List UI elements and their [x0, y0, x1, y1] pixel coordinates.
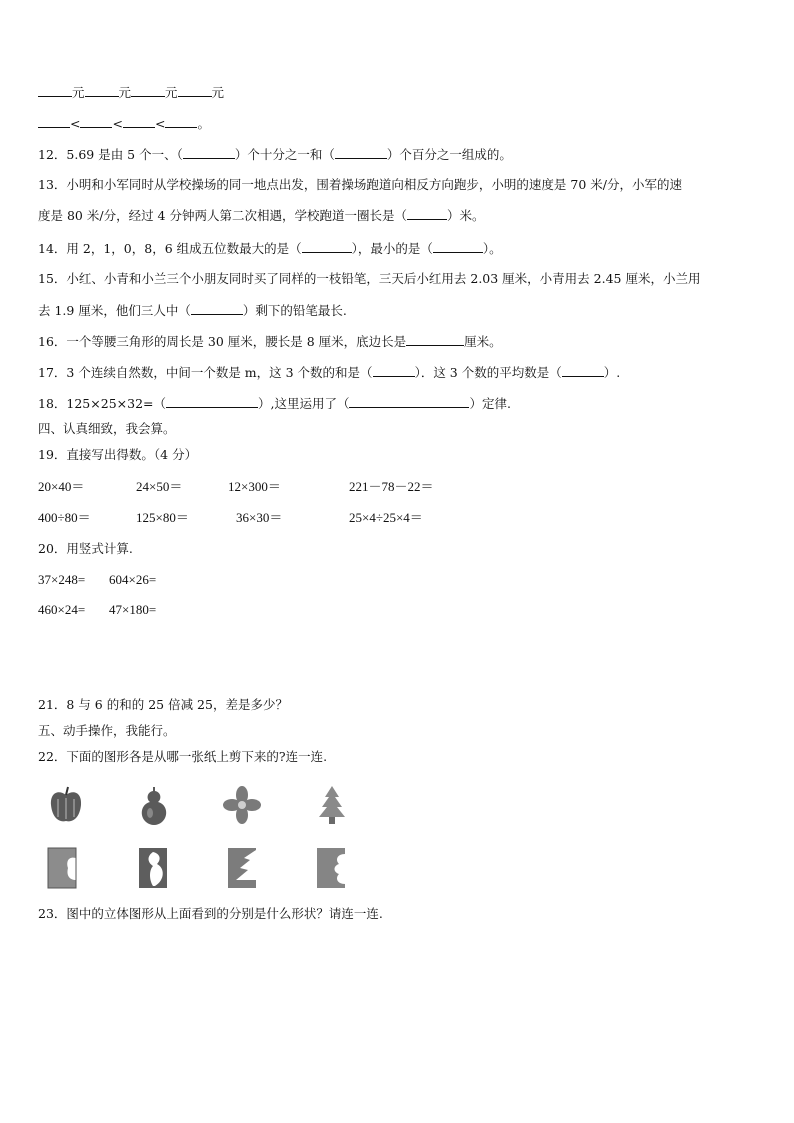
blank[interactable]	[85, 84, 119, 97]
blank[interactable]	[38, 115, 70, 128]
calc-item: 20×40＝	[38, 479, 85, 494]
less-than: <	[70, 116, 81, 131]
question-13-line1	[38, 177, 682, 193]
q17-text: 17．3 个连续自然数，中间一个数是 m，这 3 个数的和是（	[38, 365, 373, 380]
q14-text: ）。	[482, 241, 502, 256]
section-4-heading: 四、认真细致，我会算。	[38, 421, 176, 436]
period: 。	[197, 116, 210, 131]
blank[interactable]	[123, 115, 155, 128]
q17-text: ）.	[603, 365, 621, 380]
question-21: 21．8 与 6 的和的 25 倍减 25，差是多少？	[38, 697, 288, 712]
unit-yuan: 元	[165, 85, 178, 100]
blank[interactable]	[80, 115, 112, 128]
unit-yuan: 元	[118, 85, 132, 100]
q18-text: ）,这里运用了（	[258, 396, 350, 411]
q14-text: 14．用 2，1，0，8，6 组成五位数最大的是（	[38, 241, 302, 256]
calc-item: 25×4÷25×4＝	[349, 510, 423, 525]
answer-blank[interactable]	[166, 395, 258, 408]
q15-text: ）剩下的铅笔最长.	[242, 303, 347, 318]
calc-item: 36×30＝	[236, 510, 283, 525]
question-19-title: 19．直接写出得数。（4 分）	[38, 447, 198, 462]
q12-text: 12．5.69 是由 5 个一、（	[38, 147, 183, 162]
blank[interactable]	[131, 84, 165, 97]
question-17	[38, 364, 620, 381]
gourd-icon[interactable]	[134, 783, 174, 827]
question-20-title: 20．用竖式计算.	[38, 541, 133, 556]
question-15-line2	[38, 302, 347, 319]
question-14	[38, 240, 502, 257]
question-23: 23．图中的立体图形从上面看到的分别是什么形状？请连一连.	[38, 906, 383, 921]
answer-blank[interactable]	[433, 240, 483, 253]
q12-text: ）个十分之一和（	[234, 147, 335, 162]
vertical-calc-item: 460×24=	[38, 602, 86, 617]
paper-gourd-hole-icon[interactable]	[133, 846, 173, 890]
question-18	[38, 395, 511, 412]
answer-blank[interactable]	[562, 364, 604, 377]
q13-text: 度是 80 米/分，经过 4 分钟两人第二次相遇，学校跑道一圈长是（	[38, 208, 407, 223]
paper-flower-hole-icon[interactable]	[311, 846, 351, 890]
calc-item: 221－78－22＝	[349, 479, 434, 494]
answer-blank[interactable]	[407, 207, 447, 220]
q15-text: 去 1.9 厘米，他们三人中（	[38, 303, 191, 318]
paper-apple-hole-icon[interactable]	[42, 846, 82, 890]
q12-text: ）个百分之一组成的。	[386, 147, 512, 162]
answer-blank[interactable]	[335, 146, 387, 159]
tree-icon[interactable]	[312, 783, 352, 827]
less-than: <	[112, 116, 123, 131]
q11-line1	[38, 84, 224, 101]
question-22-title: 22．下面的图形各是从哪一张纸上剪下来的?连一连.	[38, 749, 328, 764]
calc-item: 400÷80＝	[38, 510, 91, 525]
flower-icon[interactable]	[222, 783, 262, 827]
q18-text: 18．125×25×32=（	[38, 396, 166, 411]
unit-yuan: 元	[211, 85, 225, 100]
blank[interactable]	[165, 115, 197, 128]
calc-item: 12×300＝	[228, 479, 281, 494]
q14-text: ），最小的是（	[351, 241, 433, 256]
vertical-calc-item: 37×248=	[38, 572, 86, 587]
q13-text: ）米。	[446, 208, 485, 223]
answer-blank[interactable]	[406, 333, 464, 346]
question-13-line2	[38, 207, 484, 224]
vertical-calc-item: 47×180=	[109, 602, 157, 617]
calc-item: 125×80＝	[136, 510, 189, 525]
q13-text: 13．小明和小军同时从学校操场的同一地点出发，围着操场跑道向相反方向跑步，小明的速度是 70 米/分，小军的速	[38, 177, 682, 192]
paper-tree-hole-icon[interactable]	[222, 846, 262, 890]
blank[interactable]	[38, 84, 72, 97]
q16-text: 厘米。	[464, 334, 502, 349]
q18-text: ）定律.	[469, 396, 511, 411]
answer-blank[interactable]	[373, 364, 415, 377]
answer-blank[interactable]	[191, 302, 243, 315]
answer-blank[interactable]	[302, 240, 352, 253]
question-16	[38, 333, 502, 350]
q17-text: ）．这 3 个数的平均数是（	[414, 365, 562, 380]
vertical-calc-item: 604×26=	[109, 572, 157, 587]
question-12	[38, 146, 512, 163]
q16-text: 16．一个等腰三角形的周长是 30 厘米，腰长是 8 厘米，底边长是	[38, 334, 407, 349]
answer-blank[interactable]	[183, 146, 235, 159]
section-5-heading: 五、动手操作，我能行。	[38, 723, 176, 738]
q15-text: 15．小红、小青和小兰三个小朋友同时买了同样的一枝铅笔，三天后小红用去 2.03 厘米，小青用去 2.45 厘米，小兰用	[38, 271, 701, 286]
apple-icon[interactable]	[46, 783, 86, 827]
answer-blank[interactable]	[349, 395, 469, 408]
question-15-line1	[38, 271, 700, 287]
calc-item: 24×50＝	[136, 479, 183, 494]
q11-line2	[38, 115, 210, 132]
unit-yuan: 元	[72, 85, 85, 100]
less-than: <	[154, 116, 166, 131]
blank[interactable]	[178, 84, 212, 97]
